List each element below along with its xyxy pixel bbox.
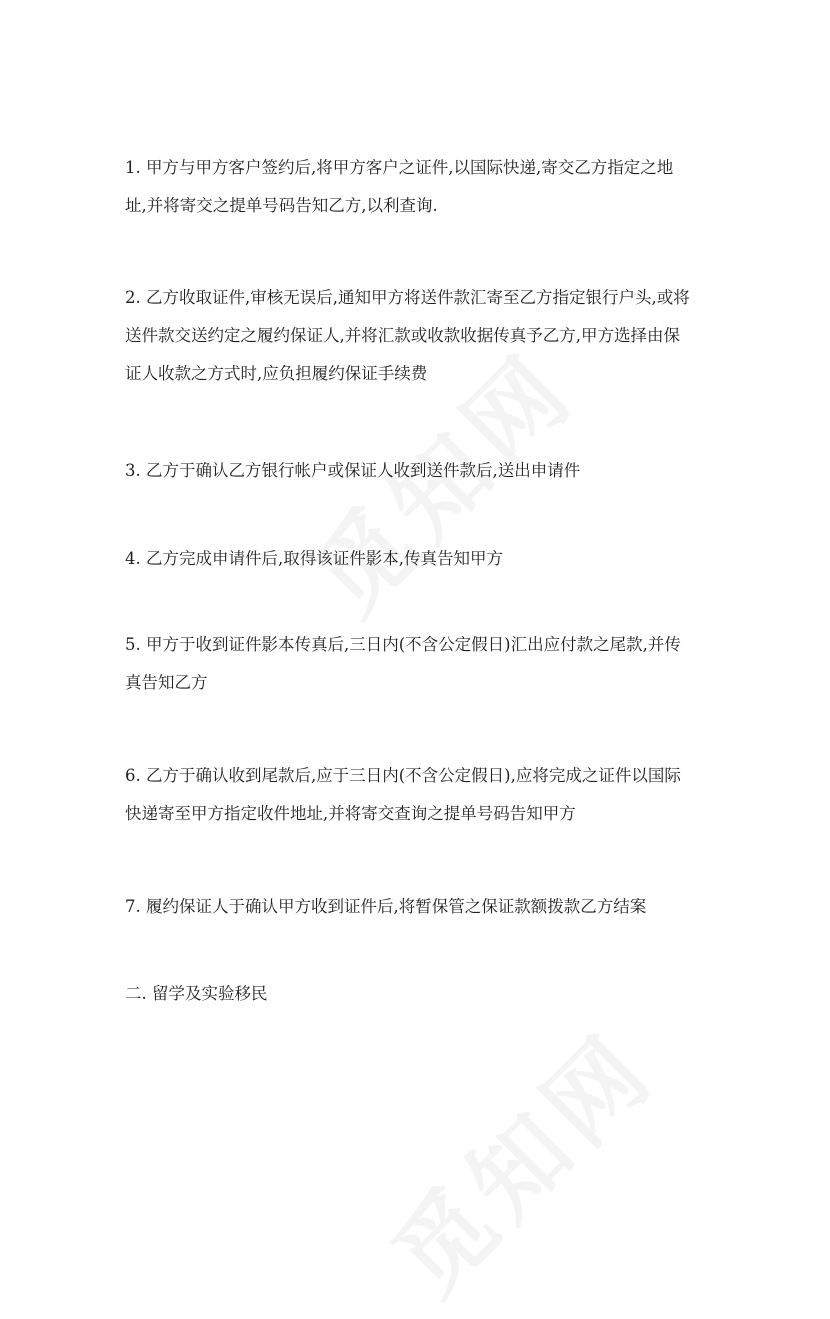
paragraph-step-3 [125,452,705,490]
text-line: 快递寄至甲方指定收件地址,并将寄交查询之提单号码告知甲方 [125,804,576,823]
paragraph-step-6 [125,757,705,833]
text-line: 证人收款之方式时,应负担履约保证手续费 [125,364,428,383]
section-heading [125,975,705,1013]
text-line: 6. 乙方于确认收到尾款后,应于三日内(不含公定假日),应将完成之证件以国际 [125,766,681,785]
paragraph-step-1 [125,149,705,225]
watermark [358,998,680,1319]
text-line: 1. 甲方与甲方客户签约后,将甲方客户之证件,以国际快递,寄交乙方指定之地 [125,158,674,177]
text-line: 2. 乙方收取证件,审核无误后,通知甲方将送件款汇寄至乙方指定银行户头,或将 [125,288,690,307]
paragraph-step-7 [125,888,705,926]
text-line: 3. 乙方于确认乙方银行帐户或保证人收到送件款后,送出申请件 [125,461,581,480]
text-line: 5. 甲方于收到证件影本传真后,三日内(不含公定假日)汇出应付款之尾款,并传 [125,635,681,654]
paragraph-step-4 [125,540,705,578]
text-line: 送件款交送约定之履约保证人,并将汇款或收款收据传真予乙方,甲方选择由保 [125,326,680,345]
text-line: 址,并将寄交之提单号码告知乙方,以利查询. [125,196,438,215]
text-line: 真告知乙方 [125,673,208,692]
text-line: 二. 留学及实验移民 [125,984,268,1003]
paragraph-step-2 [125,279,705,393]
text-line: 4. 乙方完成申请件后,取得该证件影本,传真告知甲方 [125,549,503,568]
paragraph-step-5 [125,626,705,702]
text-line: 7. 履约保证人于确认甲方收到证件后,将暂保管之保证款额拨款乙方结案 [125,897,647,916]
